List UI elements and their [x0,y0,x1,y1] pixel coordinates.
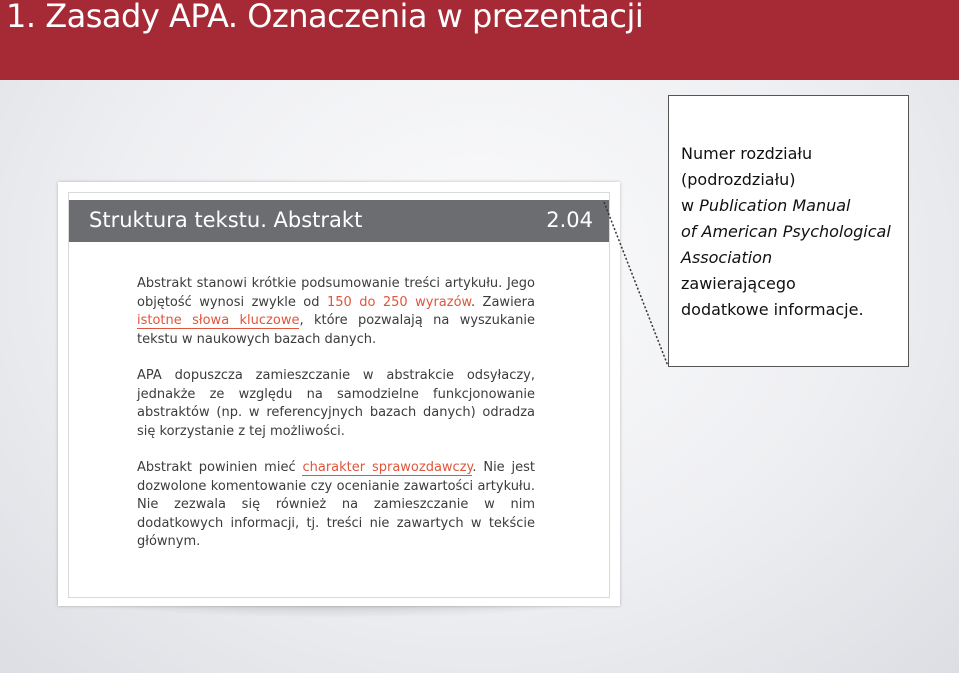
annotation-line: dodatkowe informacje. [681,300,864,319]
annotation-line: zawierającego [681,274,796,293]
highlighted-text: istotne słowa kluczowe [137,313,300,328]
paragraph-text: Abstrakt stanowi krótkie podsumowanie treści artykułu. Jego objętość wynosi zwykle od [137,276,535,310]
paragraph-text: , które pozwalają na wyszukanie tekstu w naukowych bazach danych. [137,313,535,347]
annotation-text-plain: w [681,196,700,215]
thumbnail-title: Struktura tekstu. Abstrakt [89,208,363,232]
annotation-line: (podrozdziału) [681,170,796,189]
annotation-line: Association [681,248,773,267]
annotation-line: Numer rozdziału [681,144,813,163]
abstract-paragraph-2: APA dopuszcza zamieszczanie w abstrakcie odsyłaczy, jednakże ze względu na samodzielne funkcjonowanie abstraktów (np. w referencyjnych bazach danych) odradza się korzystanie z tej możliwości. [137,368,535,439]
highlighted-text: charakter sprawozdawczy [302,460,473,475]
abstract-paragraph-3 [137,459,535,552]
header-bar [0,0,959,80]
annotation-line [681,193,909,219]
paragraph-text: . Nie jest dozwolone komentowanie czy ocenianie zawartości artykułu. Nie zezwala się również na zamieszczanie w nim dodatkowych informacji, tj. treści nie zawartych w tekście głównym. [137,460,536,549]
annotation-box [668,95,909,367]
annotation-text [681,141,909,323]
paragraph-text: . Zawiera [470,294,535,310]
thumbnail-header [69,200,609,242]
highlighted-text: 150 do 250 wyrazów [326,294,471,310]
slide-title: 1. Zasady APA. Oznaczenia w prezentacji [6,0,644,35]
abstract-paragraph-1 [137,275,535,349]
slide-thumbnail [58,182,620,606]
annotation-text-italic: Publication Manual [699,196,851,215]
annotation-line: of American Psychological [681,222,891,241]
paragraph-text: Abstrakt powinien mieć [137,460,303,475]
thumbnail-section-number: 2.04 [546,208,593,232]
thumbnail-frame [68,192,610,598]
